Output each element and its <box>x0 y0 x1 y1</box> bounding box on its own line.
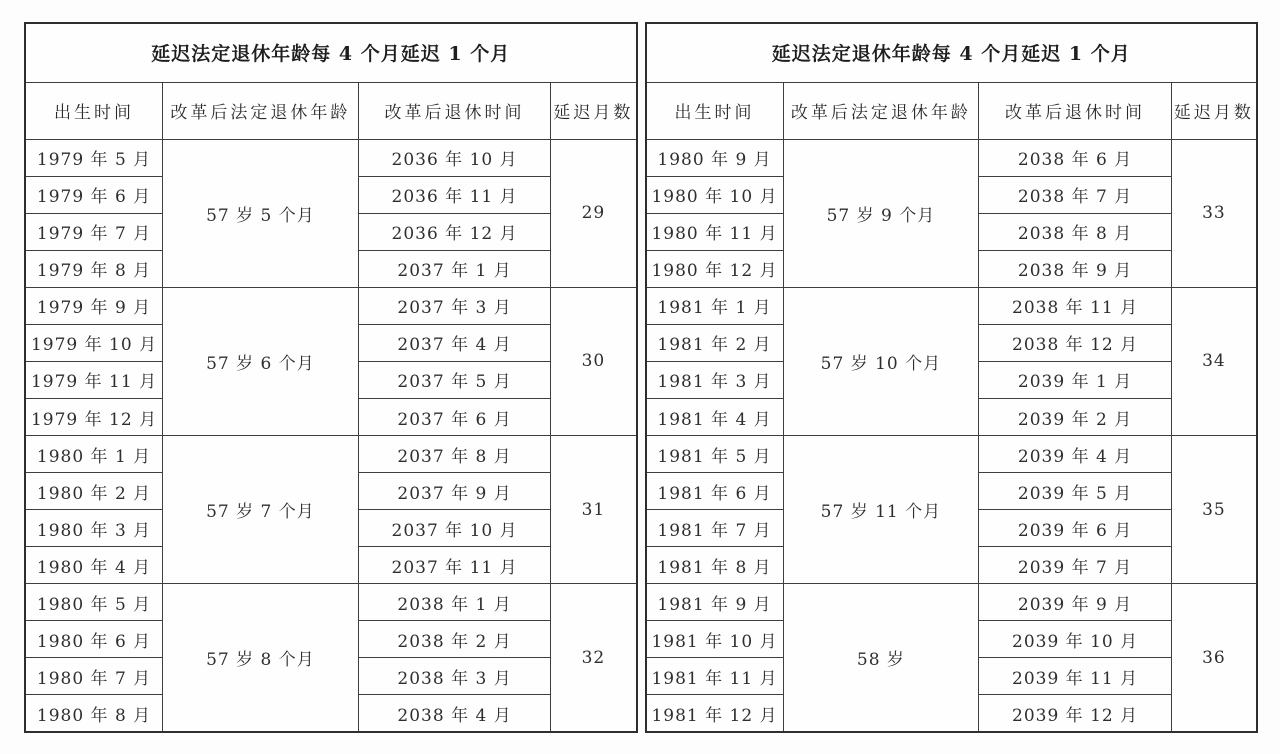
retire-month-cell: 2039 年 1 月 <box>979 361 1172 398</box>
table-row <box>646 139 1258 176</box>
retirement-age-cell: 57 岁 9 个月 <box>783 139 979 287</box>
retire-month-cell: 2038 年 9 月 <box>979 250 1172 287</box>
column-header: 出生时间 <box>646 82 784 139</box>
column-header: 改革后退休时间 <box>358 82 551 139</box>
birth-month-cell: 1979 年 5 月 <box>25 139 163 176</box>
birth-month-cell: 1980 年 8 月 <box>25 695 163 732</box>
birth-month-cell: 1979 年 11 月 <box>25 361 163 398</box>
column-header: 出生时间 <box>25 82 163 139</box>
retire-month-cell: 2038 年 1 月 <box>358 584 551 621</box>
table-title: 延迟法定退休年龄每 4 个月延迟 1 个月 <box>25 23 637 82</box>
retire-month-cell: 2039 年 9 月 <box>979 584 1172 621</box>
delay-months-cell: 36 <box>1171 584 1257 732</box>
retire-month-cell: 2039 年 11 月 <box>979 658 1172 695</box>
retirement-table-left <box>24 22 638 733</box>
retirement-age-cell: 57 岁 7 个月 <box>163 436 359 584</box>
retire-month-cell: 2036 年 10 月 <box>358 139 551 176</box>
delay-months-cell: 29 <box>551 139 637 287</box>
birth-month-cell: 1981 年 12 月 <box>646 695 784 732</box>
birth-month-cell: 1981 年 8 月 <box>646 547 784 584</box>
birth-month-cell: 1980 年 2 月 <box>25 473 163 510</box>
table-row <box>646 584 1258 621</box>
retire-month-cell: 2038 年 7 月 <box>979 176 1172 213</box>
retire-month-cell: 2038 年 6 月 <box>979 139 1172 176</box>
retire-month-cell: 2037 年 11 月 <box>358 547 551 584</box>
retirement-table-right <box>645 22 1259 733</box>
table-row <box>25 436 637 473</box>
birth-month-cell: 1980 年 5 月 <box>25 584 163 621</box>
table-title: 延迟法定退休年龄每 4 个月延迟 1 个月 <box>646 23 1258 82</box>
retire-month-cell: 2038 年 3 月 <box>358 658 551 695</box>
table-title-row <box>25 23 637 82</box>
retire-month-cell: 2038 年 11 月 <box>979 287 1172 324</box>
birth-month-cell: 1981 年 7 月 <box>646 510 784 547</box>
retire-month-cell: 2039 年 7 月 <box>979 547 1172 584</box>
birth-month-cell: 1981 年 4 月 <box>646 398 784 435</box>
birth-month-cell: 1980 年 9 月 <box>646 139 784 176</box>
birth-month-cell: 1980 年 12 月 <box>646 250 784 287</box>
column-header: 延迟月数 <box>551 82 637 139</box>
retire-month-cell: 2037 年 10 月 <box>358 510 551 547</box>
delay-months-cell: 33 <box>1171 139 1257 287</box>
table-title-row <box>646 23 1258 82</box>
column-header: 延迟月数 <box>1171 82 1257 139</box>
table-header-row <box>25 82 637 139</box>
table-row <box>25 139 637 176</box>
retire-month-cell: 2037 年 4 月 <box>358 324 551 361</box>
retire-month-cell: 2037 年 3 月 <box>358 287 551 324</box>
birth-month-cell: 1979 年 9 月 <box>25 287 163 324</box>
retire-month-cell: 2039 年 4 月 <box>979 436 1172 473</box>
birth-month-cell: 1979 年 6 月 <box>25 176 163 213</box>
birth-month-cell: 1981 年 10 月 <box>646 621 784 658</box>
retire-month-cell: 2039 年 2 月 <box>979 398 1172 435</box>
birth-month-cell: 1980 年 11 月 <box>646 213 784 250</box>
retire-month-cell: 2036 年 12 月 <box>358 213 551 250</box>
birth-month-cell: 1980 年 10 月 <box>646 176 784 213</box>
birth-month-cell: 1979 年 8 月 <box>25 250 163 287</box>
birth-month-cell: 1981 年 6 月 <box>646 473 784 510</box>
table-row <box>646 436 1258 473</box>
retire-month-cell: 2037 年 9 月 <box>358 473 551 510</box>
retirement-age-cell: 57 岁 11 个月 <box>783 436 979 584</box>
retire-month-cell: 2039 年 12 月 <box>979 695 1172 732</box>
delay-months-cell: 35 <box>1171 436 1257 584</box>
birth-month-cell: 1981 年 5 月 <box>646 436 784 473</box>
column-header: 改革后退休时间 <box>979 82 1172 139</box>
birth-month-cell: 1981 年 3 月 <box>646 361 784 398</box>
retirement-age-cell: 57 岁 5 个月 <box>163 139 359 287</box>
birth-month-cell: 1980 年 3 月 <box>25 510 163 547</box>
retire-month-cell: 2037 年 8 月 <box>358 436 551 473</box>
retirement-age-cell: 57 岁 8 个月 <box>163 584 359 732</box>
retire-month-cell: 2036 年 11 月 <box>358 176 551 213</box>
table-header-row <box>646 82 1258 139</box>
birth-month-cell: 1980 年 7 月 <box>25 658 163 695</box>
delay-months-cell: 30 <box>551 287 637 435</box>
birth-month-cell: 1981 年 9 月 <box>646 584 784 621</box>
delay-months-cell: 31 <box>551 436 637 584</box>
column-header: 改革后法定退休年龄 <box>163 82 359 139</box>
retire-month-cell: 2037 年 6 月 <box>358 398 551 435</box>
table-row <box>25 287 637 324</box>
birth-month-cell: 1981 年 11 月 <box>646 658 784 695</box>
retirement-age-cell: 57 岁 10 个月 <box>783 287 979 435</box>
retire-month-cell: 2037 年 1 月 <box>358 250 551 287</box>
birth-month-cell: 1980 年 1 月 <box>25 436 163 473</box>
birth-month-cell: 1981 年 2 月 <box>646 324 784 361</box>
table-row <box>646 287 1258 324</box>
retirement-age-cell: 57 岁 6 个月 <box>163 287 359 435</box>
birth-month-cell: 1980 年 6 月 <box>25 621 163 658</box>
retire-month-cell: 2038 年 8 月 <box>979 213 1172 250</box>
retire-month-cell: 2038 年 2 月 <box>358 621 551 658</box>
birth-month-cell: 1979 年 7 月 <box>25 213 163 250</box>
retire-month-cell: 2039 年 6 月 <box>979 510 1172 547</box>
delay-months-cell: 32 <box>551 584 637 732</box>
table-row <box>25 584 637 621</box>
retire-month-cell: 2039 年 5 月 <box>979 473 1172 510</box>
retirement-age-cell: 58 岁 <box>783 584 979 732</box>
delay-months-cell: 34 <box>1171 287 1257 435</box>
birth-month-cell: 1980 年 4 月 <box>25 547 163 584</box>
birth-month-cell: 1979 年 10 月 <box>25 324 163 361</box>
retire-month-cell: 2038 年 12 月 <box>979 324 1172 361</box>
retire-month-cell: 2037 年 5 月 <box>358 361 551 398</box>
column-header: 改革后法定退休年龄 <box>783 82 979 139</box>
birth-month-cell: 1981 年 1 月 <box>646 287 784 324</box>
retire-month-cell: 2038 年 4 月 <box>358 695 551 732</box>
birth-month-cell: 1979 年 12 月 <box>25 398 163 435</box>
retire-month-cell: 2039 年 10 月 <box>979 621 1172 658</box>
